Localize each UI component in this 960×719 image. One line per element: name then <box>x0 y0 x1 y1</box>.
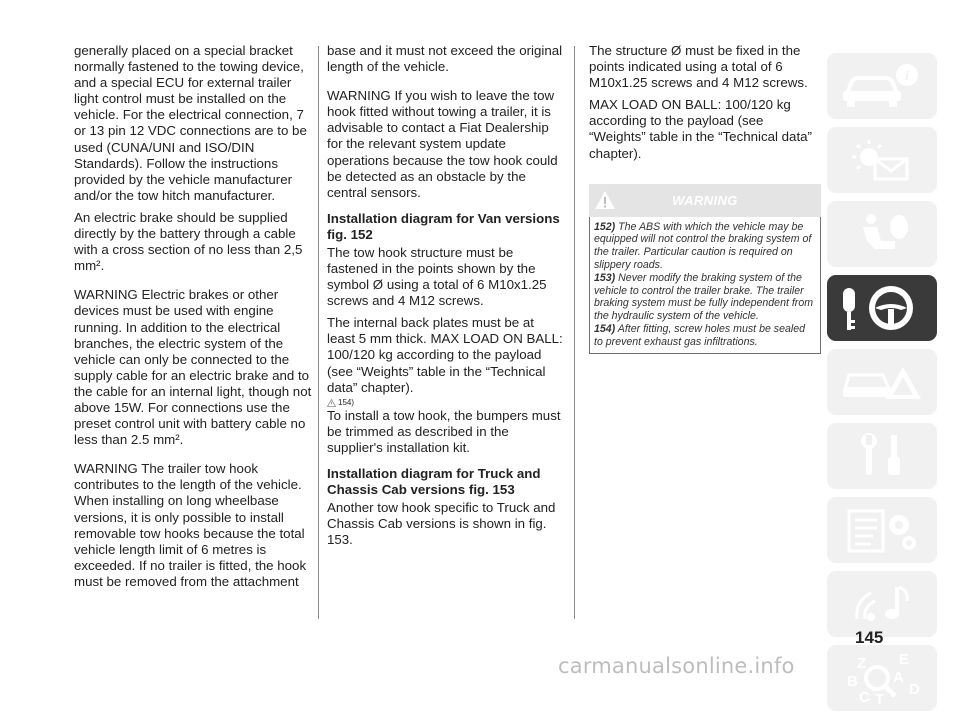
paragraph: WARNING If you wish to leave the tow hook fitted without towing a trailer, it is advisable to contact a Fiat Dealership for the relevant system update operations because the tow hook could be detected as an obstacle by the central sensors. <box>327 88 558 200</box>
tab-starting-driving[interactable] <box>827 275 937 341</box>
tab-warning-lights[interactable] <box>827 127 937 193</box>
warning-item-number: 153) <box>594 271 616 284</box>
tab-technical-data[interactable] <box>827 497 937 563</box>
wrench-icon <box>837 431 927 481</box>
warning-box-header <box>589 184 821 217</box>
paragraph: base and it must not exceed the original length of the vehicle. <box>327 43 563 75</box>
tab-emergency[interactable] <box>827 349 937 415</box>
multimedia-icon <box>837 579 927 629</box>
warning-triangle-icon <box>327 399 336 407</box>
warning-item-text: After fitting, screw holes must be sealed to prevent exhaust gas infiltrations. <box>594 323 806 348</box>
column-divider <box>318 46 319 619</box>
text-column-1 <box>74 43 312 596</box>
warning-item <box>594 323 814 349</box>
warning-item-text: The ABS with which the vehicle may be equipped will not control the braking system of the trailer. Particular caution is required on slippery roads. <box>594 220 812 272</box>
index-letter: A <box>893 669 904 686</box>
index-letter: E <box>899 651 910 668</box>
section-heading: Installation diagram for Truck and Chassis Cab versions fig. 153 <box>327 465 541 497</box>
technical-data-icon <box>837 505 927 555</box>
warning-box <box>589 217 821 354</box>
warning-item <box>594 221 814 272</box>
paragraph: generally placed on a special bracket normally fastened to the towing device, and a special ECU for external trailer light control must be installed on the vehicle. For the electrical connection, 7 or 13 pin 12 VDC connections are to be used (CUNA/UNI and ISO/DIN Standards). Follow the instructions provided by the vehicle manufacturer and/or the tow hitch manufacturer. <box>74 43 307 203</box>
watermark: carmanualsonline.info <box>558 654 795 678</box>
tab-index[interactable] <box>827 645 937 711</box>
paragraph: The internal back plates must be at least 5 mm thick. MAX LOAD ON BALL: 100/120 kg according to the payload (see “Weights” table in the “Technical data” chapter). <box>327 315 563 395</box>
index-letter: B <box>847 673 858 690</box>
warning-item-text: Never modify the braking system of the vehicle to control the trailer brake. The trailer braking system must be fully independent from the hydraulic system of the vehicle. <box>594 271 814 323</box>
paragraph: The tow hook structure must be fastened in the points shown by the symbol Ø using a total of 6 M10x1.25 screws and 4 M12 screws. <box>327 244 547 309</box>
text-column-2 <box>327 43 563 554</box>
emergency-triangle-icon <box>837 357 927 407</box>
warning-reference-label: 154) <box>338 397 355 407</box>
chapter-sidebar <box>827 53 937 719</box>
warning-item-number: 152) <box>594 220 616 233</box>
index-letter: C <box>859 689 870 706</box>
warning-reference[interactable] <box>327 398 563 408</box>
car-info-icon <box>837 61 927 111</box>
tab-safety[interactable] <box>827 201 937 267</box>
page-number: 145 <box>855 628 884 647</box>
text-column-3 <box>589 43 821 354</box>
index-letter: D <box>909 681 920 698</box>
warning-title: WARNING <box>672 192 738 208</box>
airbag-seat-icon <box>837 209 927 259</box>
key-steering-wheel-icon <box>837 280 927 336</box>
paragraph: To install a tow hook, the bumpers must be trimmed as described in the supplier's installation kit. <box>327 407 561 455</box>
paragraph: WARNING Electric brakes or other devices must be used with engine running. In addition to the electrical branches, the electric system of the vehicle can only be connected to the supply cable for an electric brake and to the cable for an internal light, though not above 15W. For connections use the preset control unit with battery cable no less than 2.5 mm². <box>74 287 312 448</box>
tab-car-info[interactable] <box>827 53 937 119</box>
paragraph: Another tow hook specific to Truck and Chassis Cab versions is shown in fig. 153. <box>327 499 556 548</box>
svg-text:i: i <box>905 69 909 84</box>
warning-item-number: 154) <box>594 323 616 336</box>
paragraph: An electric brake should be supplied directly by the battery through a cable with a cross section of no less than 2,5 mm². <box>74 209 303 274</box>
tab-maintenance[interactable] <box>827 423 937 489</box>
paragraph: WARNING The trailer tow hook contributes to the length of the vehicle. When installing on long wheelbase versions, it is only possible to install removable tow hooks because the total vehicle length limit of 6 metres is exceeded. If no trailer is fitted, the hook must be removed from the attachment <box>74 461 307 589</box>
paragraph: MAX LOAD ON BALL: 100/120 kg according to the payload (see “Weights” table in the “Technical data” chapter). <box>589 97 812 161</box>
index-letter: Z <box>857 655 867 672</box>
column-divider <box>574 46 575 619</box>
index-letter: T <box>875 691 885 706</box>
paragraph: The structure Ø must be fixed in the points indicated using a total of 6 M10x1.25 screws and 4 M12 screws. <box>589 43 808 91</box>
index-icon <box>837 650 927 706</box>
warning-item <box>594 272 814 323</box>
section-heading: Installation diagram for Van versions fig. 152 <box>327 210 560 242</box>
warning-lights-icon <box>837 135 927 185</box>
